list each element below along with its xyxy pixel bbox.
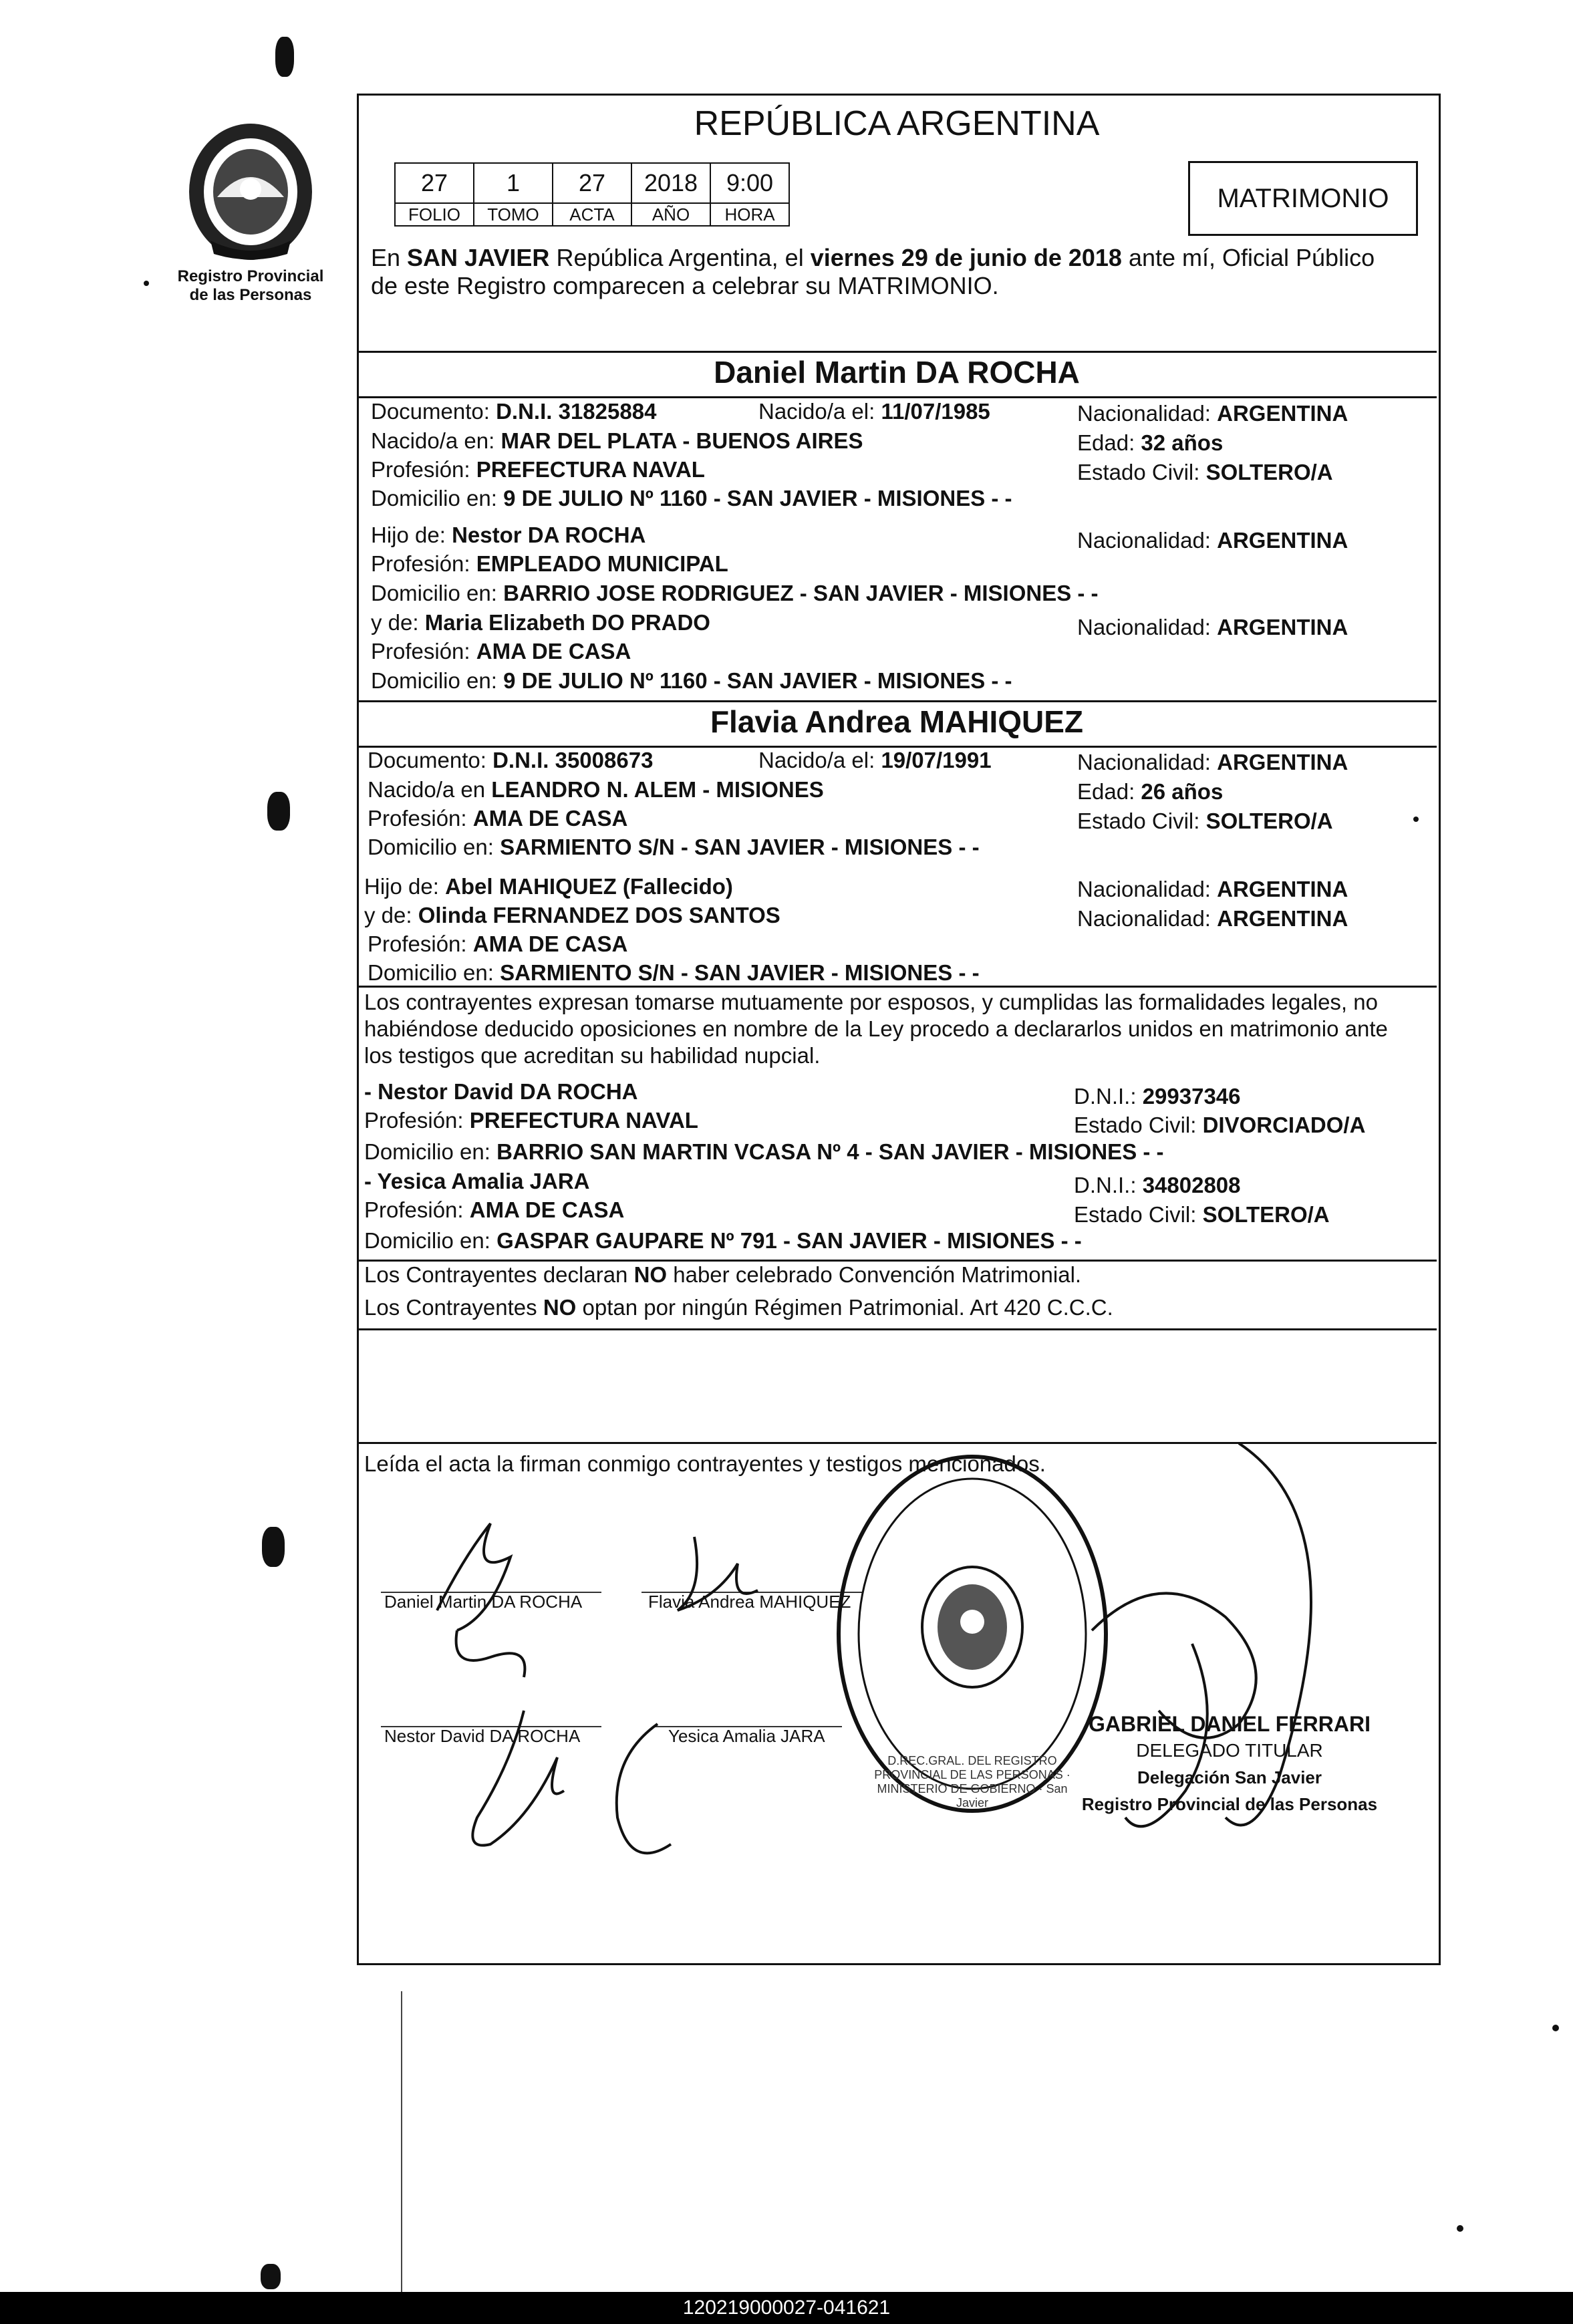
nat-label: Nacionalidad: bbox=[1077, 401, 1218, 426]
prof-label: Profesión: bbox=[371, 457, 476, 482]
scan-speck bbox=[144, 281, 149, 286]
dni-label: D.N.I.: bbox=[1074, 1173, 1143, 1197]
convention-text: optan por ningún Régimen Patrimonial. Art 420 C.C.C. bbox=[576, 1295, 1113, 1320]
spouse1-born-in: MAR DEL PLATA - BUENOS AIRES bbox=[500, 428, 863, 453]
spouse2-mother: Olinda FERNANDEZ DOS SANTOS bbox=[418, 903, 780, 927]
civil-label: Estado Civil: bbox=[1074, 1202, 1203, 1227]
intro-text-3: ante mí, Oficial Público bbox=[1121, 244, 1375, 271]
intro-line-2: de este Registro comparecen a celebrar su MATRIMONIO. bbox=[371, 272, 999, 299]
addr-label: Domicilio en: bbox=[368, 835, 500, 859]
spouse2-mother-prof: AMA DE CASA bbox=[472, 931, 628, 956]
witness2-civil: SOLTERO/A bbox=[1202, 1202, 1330, 1227]
mother-label: y de: bbox=[371, 610, 425, 635]
civil-label: Estado Civil: bbox=[1074, 1113, 1203, 1137]
spouse2-addr: SARMIENTO S/N - SAN JAVIER - MISIONES - - bbox=[500, 835, 980, 859]
convention-text: haber celebrado Convención Matrimonial. bbox=[667, 1262, 1082, 1287]
divider bbox=[357, 1328, 1437, 1330]
spouse1-father: Nestor DA ROCHA bbox=[452, 523, 646, 547]
intro-date: viernes 29 de junio de 2018 bbox=[810, 244, 1122, 271]
nat-label: Nacionalidad: bbox=[1077, 750, 1218, 774]
spouse1-born-on: 11/07/1985 bbox=[881, 399, 990, 424]
convention-no: NO bbox=[633, 1262, 668, 1287]
mother-label: y de: bbox=[364, 903, 418, 927]
spouse2-doc: D.N.I. 35008673 bbox=[492, 748, 654, 772]
registry-name-line1: Registro Provincial bbox=[177, 267, 324, 285]
spouse1-mother-addr: 9 DE JULIO Nº 1160 - SAN JAVIER - MISIONES - - bbox=[503, 668, 1012, 693]
convention-line-2 bbox=[364, 1295, 1113, 1320]
scan-speck bbox=[262, 1527, 285, 1567]
age-label: Edad: bbox=[1077, 430, 1141, 455]
tomo-label: TOMO bbox=[474, 203, 553, 226]
intro-paragraph bbox=[371, 244, 1433, 300]
scan-line bbox=[401, 1991, 402, 2292]
father-label: Hijo de: bbox=[371, 523, 452, 547]
scan-speck bbox=[267, 792, 290, 831]
sig-nestor: Nestor David DA ROCHA bbox=[384, 1726, 581, 1746]
civil-label: Estado Civil: bbox=[1077, 809, 1206, 833]
convention-line-1 bbox=[364, 1262, 1081, 1288]
officer-office: Delegación San Javier bbox=[1137, 1767, 1322, 1787]
witness2-name: - Yesica Amalia JARA bbox=[364, 1169, 590, 1193]
civil-label: Estado Civil: bbox=[1077, 460, 1206, 484]
declaration-paragraph bbox=[364, 989, 1437, 1069]
declaration-line-3: los testigos que acreditan su habilidad nupcial. bbox=[364, 1043, 821, 1068]
nat-label: Nacionalidad: bbox=[1077, 615, 1218, 639]
record-type-box: MATRIMONIO bbox=[1188, 161, 1418, 236]
prof-label: Profesión: bbox=[364, 1108, 470, 1133]
spouse2-father: Abel MAHIQUEZ (Fallecido) bbox=[445, 874, 733, 899]
doc-label: Documento: bbox=[371, 399, 496, 424]
prof-label: Profesión: bbox=[368, 806, 473, 831]
addr-label: Domicilio en: bbox=[371, 486, 504, 511]
registro-table bbox=[394, 162, 790, 227]
spouse2-born-on: 19/07/1991 bbox=[881, 748, 992, 772]
spouse1-mother: Maria Elizabeth DO PRADO bbox=[424, 610, 710, 635]
spouse2-born-in: LEANDRO N. ALEM - MISIONES bbox=[491, 777, 824, 802]
convention-text: Los Contrayentes declaran bbox=[364, 1262, 634, 1287]
spouse2-mother-addr: SARMIENTO S/N - SAN JAVIER - MISIONES - - bbox=[500, 960, 980, 985]
signatures-intro: Leída el acta la firman conmigo contrayentes y testigos mencionados. bbox=[364, 1451, 1046, 1476]
spouse1-doc: D.N.I. 31825884 bbox=[496, 399, 657, 424]
acta-value: 27 bbox=[553, 163, 631, 203]
nat-label: Nacionalidad: bbox=[1077, 528, 1218, 553]
witness1-civil: DIVORCIADO/A bbox=[1202, 1113, 1366, 1137]
hora-value: 9:00 bbox=[710, 163, 789, 203]
spouse1-father-addr: BARRIO JOSE RODRIGUEZ - SAN JAVIER - MISIONES - - bbox=[503, 581, 1099, 605]
tomo-value: 1 bbox=[474, 163, 553, 203]
addr-label: Domicilio en: bbox=[364, 1228, 497, 1253]
country-title: REPÚBLICA ARGENTINA bbox=[694, 104, 1100, 143]
prof-label: Profesión: bbox=[371, 639, 476, 664]
spouse2-father-nat: ARGENTINA bbox=[1217, 877, 1348, 901]
divider bbox=[357, 1260, 1437, 1262]
addr-label: Domicilio en: bbox=[364, 1139, 497, 1164]
divider bbox=[357, 700, 1437, 702]
spouse1-addr: 9 DE JULIO Nº 1160 - SAN JAVIER - MISIONES - - bbox=[503, 486, 1012, 511]
sig-flavia: Flavia Andrea MAHIQUEZ bbox=[648, 1592, 851, 1612]
acta-label: ACTA bbox=[553, 203, 631, 226]
born-on-label: Nacido/a el: bbox=[758, 748, 881, 772]
prof-label: Profesión: bbox=[364, 1197, 470, 1222]
spouse1-name: Daniel Martin DA ROCHA bbox=[714, 355, 1080, 390]
spouse2-nat: ARGENTINA bbox=[1217, 750, 1348, 774]
age-label: Edad: bbox=[1077, 779, 1141, 804]
officer-title: DELEGADO TITULAR bbox=[1136, 1740, 1323, 1761]
dni-label: D.N.I.: bbox=[1074, 1084, 1143, 1109]
spouse1-age: 32 años bbox=[1141, 430, 1224, 455]
convention-no: NO bbox=[543, 1295, 577, 1320]
addr-label: Domicilio en: bbox=[371, 581, 504, 605]
spouse2-mother-nat: ARGENTINA bbox=[1217, 906, 1348, 931]
spouse2-age: 26 años bbox=[1141, 779, 1224, 804]
spouse2-prof: AMA DE CASA bbox=[472, 806, 628, 831]
spouse1-father-prof: EMPLEADO MUNICIPAL bbox=[476, 551, 728, 576]
spouse1-nat: ARGENTINA bbox=[1217, 401, 1348, 426]
anio-label: AÑO bbox=[631, 203, 710, 226]
spouse2-name: Flavia Andrea MAHIQUEZ bbox=[710, 704, 1084, 739]
spouse1-father-nat: ARGENTINA bbox=[1217, 528, 1348, 553]
addr-label: Domicilio en: bbox=[368, 960, 500, 985]
intro-text-2: República Argentina, el bbox=[549, 244, 811, 271]
intro-place: SAN JAVIER bbox=[407, 244, 550, 271]
born-on-label: Nacido/a el: bbox=[758, 399, 881, 424]
scan-speck bbox=[1457, 2225, 1463, 2232]
officer-name: GABRIEL DANIEL FERRARI bbox=[1089, 1712, 1371, 1736]
officer-registry: Registro Provincial de las Personas bbox=[1081, 1794, 1378, 1814]
witness1-dni: 29937346 bbox=[1142, 1084, 1241, 1109]
declaration-line-2: habiéndose deducido oposiciones en nombre de la Ley procedo a declararlos unidos en matrimonio ante bbox=[364, 1016, 1388, 1041]
witness2-addr: GASPAR GAUPARE Nº 791 - SAN JAVIER - MISIONES - - bbox=[496, 1228, 1082, 1253]
witness2-prof: AMA DE CASA bbox=[469, 1197, 625, 1222]
doc-label: Documento: bbox=[368, 748, 493, 772]
addr-label: Domicilio en: bbox=[371, 668, 504, 693]
nat-label: Nacionalidad: bbox=[1077, 906, 1218, 931]
registry-logo bbox=[184, 117, 317, 264]
witness1-addr: BARRIO SAN MARTIN VCASA Nº 4 - SAN JAVIER - MISIONES - - bbox=[496, 1139, 1164, 1164]
registry-name-line2: de las Personas bbox=[189, 286, 312, 304]
scan-speck bbox=[1413, 817, 1419, 822]
father-label: Hijo de: bbox=[364, 874, 446, 899]
prof-label: Profesión: bbox=[371, 551, 476, 576]
spouse1-civil: SOLTERO/A bbox=[1205, 460, 1333, 484]
folio-label: FOLIO bbox=[395, 203, 474, 226]
scan-speck bbox=[275, 37, 294, 77]
witness2-dni: 34802808 bbox=[1142, 1173, 1241, 1197]
sig-yesica: Yesica Amalia JARA bbox=[668, 1726, 825, 1746]
spouse2-civil: SOLTERO/A bbox=[1205, 809, 1333, 833]
witness1-name: - Nestor David DA ROCHA bbox=[364, 1079, 638, 1104]
scan-speck bbox=[261, 2264, 281, 2289]
spouse1-mother-nat: ARGENTINA bbox=[1217, 615, 1348, 639]
folio-value: 27 bbox=[395, 163, 474, 203]
witness1-prof: PREFECTURA NAVAL bbox=[469, 1108, 698, 1133]
divider bbox=[357, 986, 1437, 988]
sig-daniel: Daniel Martin DA ROCHA bbox=[384, 1592, 583, 1612]
convention-text: Los Contrayentes bbox=[364, 1295, 543, 1320]
scan-speck bbox=[1552, 2025, 1559, 2031]
nat-label: Nacionalidad: bbox=[1077, 877, 1218, 901]
spouse1-mother-prof: AMA DE CASA bbox=[476, 639, 631, 664]
intro-text-1: En bbox=[371, 244, 408, 271]
divider bbox=[357, 396, 1437, 398]
prof-label: Profesión: bbox=[368, 931, 473, 956]
anio-value: 2018 bbox=[631, 163, 710, 203]
divider bbox=[357, 351, 1437, 353]
declaration-line-1: Los contrayentes expresan tomarse mutuamente por esposos, y cumplidas las formalidades legales, no bbox=[364, 990, 1378, 1014]
seal-text: D.REC.GRAL. DEL REGISTRO PROVINCIAL DE LAS PERSONAS · MINISTERIO DE GOBIERNO · San Javier bbox=[874, 1754, 1070, 1809]
born-in-label: Nacido/a en bbox=[368, 777, 492, 802]
spouse1-prof: PREFECTURA NAVAL bbox=[476, 457, 705, 482]
hora-label: HORA bbox=[710, 203, 789, 226]
barcode-number: 120219000027-041621 bbox=[0, 2292, 1573, 2324]
born-in-label: Nacido/a en: bbox=[371, 428, 501, 453]
